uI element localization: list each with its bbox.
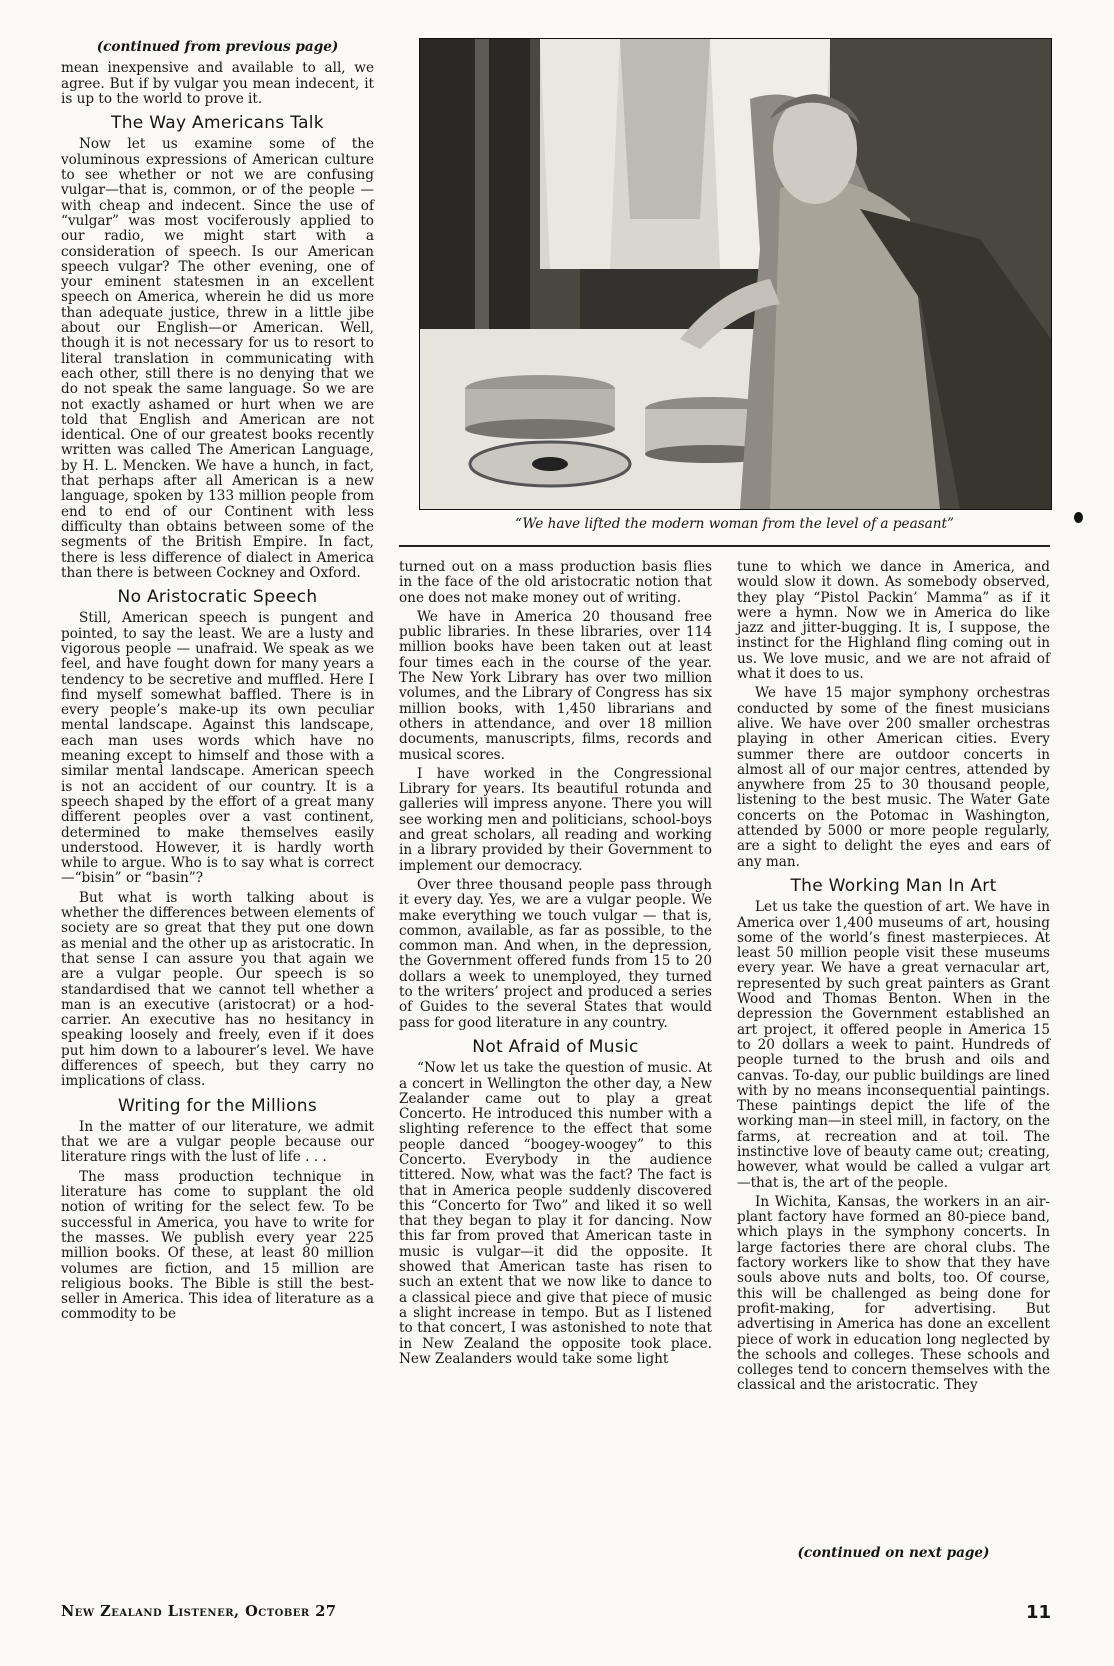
continued-on-note: (continued on next page) [797,1545,990,1561]
page-footer [61,1603,1051,1627]
subheading-no-aristocratic-speech: No Aristocratic Speech [117,587,318,608]
photo-illustration [420,39,1051,509]
publication-line: New Zealand Listener, October 27 [61,1603,337,1620]
paragraph: Over three thousand people pass through it every day. Yes, we are a vulgar people. We make everything we touch vulgar — that is, common, available, as far as possible, to the common man. And when, in the depression, the Government offered funds from 15 to 20 dollars a week to unemployed, they turned to the writers’ project and produced a series of Guides to the several States that would pass for good literature in any country. [399,876,712,1031]
paragraph: Let us take the question of art. We have in America over 1,400 museums of art, housing some of the world’s finest masterpieces. At least 50 million people visit these museums every year. We have a great vernacular art, represented by such great painters as Grant Wood and Thomas Benton. When in the depression the Government established an art project, it offered people in America 15 to 20 dollars a week to paint. Hundreds of people turned to the brush and oils and canvas. To-day, our public buildings are lined with by no means inconsequential paintings. These paintings depict the life of the working man—in steel mill, in factory, on the farms, at recreation and at toil. The instinctive love of beauty came out; creating, however, what would be called a vulgar art —that is, the art of the people. [737,899,1050,1191]
paragraph: turned out on a mass production basis flies in the face of the old aristocratic notion that one does not make money out of writing. [399,559,712,606]
paragraph: The mass production technique in literature has come to supplant the old notion of writing for the select few. To be successful in America, you have to write for the masses. We publish every year 225 million books. Of these, at least 80 million volumes are fiction, and 15 million are religious books. The Bible is still the best-seller in America. This idea of literature as a commodity to be [61,1168,374,1323]
paragraph: Now let us examine some of the voluminous expressions of American culture to see whether or not we are confusing vulgar—that is, common, or of the people — with cheap and indecent. Since the use of “vulgar” was most vociferously applied to our radio, we might start with a consideration of speech. Is our American speech vulgar? The other evening, one of your eminent statesmen in an excellent speech on America, wherein he did us more than adequate justice, threw in a little jibe about our English—or American. Well, though it is not necessary for us to resort to literal translation in communicating with each other, still there is no denying that we do not speak the same language. So we are not exactly ashamed or hurt when we are told that English and American are not identical. One of our greatest books recently written was called The American Language, by H. L. Mencken. We have a hunch, in fact, that perhaps after all American is a new language, spoken by 133 million people from end to end of our Continent with less difficulty than obtains between some of the segments of the British Empire. In fact, there is less difference of dialect in America than there is between Cockney and Oxford. [61,136,374,581]
subheading-writing-for-millions: Writing for the Millions [118,1095,317,1116]
photo-woman-cooking [419,38,1052,510]
continued-from-note: (continued from previous page) [96,39,339,55]
paragraph: I have worked in the Congressional Library for years. Its beautiful rotunda and galleries will impress anyone. There you will see working men and politicians, school-boys and great scholars, all reading and working in a library provided by their Government to implement our democracy. [399,765,712,874]
divider-rule [399,545,1050,547]
paragraph: We have in America 20 thousand free public libraries. In these libraries, over 114 million books have been taken out at least four times each in the course of the year. The New York Library has over two million volumes, and the Library of Congress has six million books, with 1,450 librarians and others in attendance, and over 18 million documents, manuscripts, films, records and musical scores. [399,608,712,763]
page-number: 11 [1025,1602,1051,1623]
paragraph: Still, American speech is pungent and pointed, to say the least. We are a lusty and vigorous people — unafraid. We speak as we feel, and have fought down for many years a tendency to be secretive and muffled. Here I find myself somewhat baffled. There is in every people’s make-up its own peculiar mental landscape. Against this landscape, each man uses words which have no meaning except to himself and those with a similar mental landscape. American speech is not an accident of our country. It is a speech shaped by the effort of a great many different peoples over a vast continent, determined to make themselves easily understood. However, it is hardly worth while to argue. Who is to say what is correct—“bisin” or “basin”? [61,610,374,887]
photo-caption: “We have lifted the modern woman from the level of a peasant” [515,516,954,532]
paragraph: We have 15 major symphony orchestras conducted by some of the finest musicians alive. We have over 200 smaller orchestras playing in other American cities. Every summer there are outdoor concerts in almost all of our major centres, attended by anywhere from 25 to 30 thousand people, listening to the best music. The Water Gate concerts on the Potomac in Washington, attended by 5000 or more people regularly, are a sight to delight the eyes and ears of any man. [737,685,1050,870]
subheading-working-man-in-art: The Working Man In Art [790,875,997,896]
article-column-1 [61,40,374,1327]
paragraph: “Now let us take the question of music. At a concert in Wellington the other day, a New Zealander came out to play a great Concerto. He introduced this number with a slighting reference to the effect that some people danced “boogey-woogey” to this Concerto. Everybody in the audience tittered. Now, what was the fact? The fact is that in America people suddenly discovered this “Concerto for Two” and liked it so well that they began to play it for dancing. Now this far from proved that American taste in music is vulgar—it did the opposite. It showed that American taste has risen to such an extent that we now like to dance to a classical piece and give that piece of music a slight increase in tempo. But as I listened to that concert, I was astonished to note that in New Zealand the opposite took place. New Zealanders would take some light [399,1060,712,1367]
paragraph: In the matter of our literature, we admit that we are a vulgar people because our literature rings with the lust of life . . . [61,1118,374,1166]
ink-blot [1074,512,1083,523]
subheading-not-afraid-of-music: Not Afraid of Music [472,1036,639,1057]
paragraph: In Wichita, Kansas, the workers in an air-plant factory have formed an 80-piece band, which plays in the symphony concerts. In large factories there are choral clubs. The factory workers like to show that they have souls above nuts and bolts, too. Of course, this will be challenged as being done for profit-making, for advertising. But advertising in America has done an excellent piece of work in education long neglected by the schools and colleges. These schools and colleges tend to concern themselves with the classical and the aristocratic. They [737,1193,1050,1394]
paragraph: tune to which we dance in America, and would slow it down. As somebody observed, they play “Pistol Packin’ Mamma” as if it were a hymn. Now we in America do like jazz and jitter-bugging. It is, I suppose, the instinct for the Highland fling coming out in us. We love music, and we are not afraid of what it does to us. [737,559,1050,683]
paragraph: mean inexpensive and available to all, we agree. But if by vulgar you mean indecent, it is up to the world to prove it. [61,60,374,107]
article-column-3 [737,560,1050,1398]
subheading-way-americans-talk: The Way Americans Talk [111,113,324,134]
article-column-2 [399,560,712,1371]
paragraph: But what is worth talking about is whether the differences between elements of society are so great that they put one down as menial and the other up as aristocratic. In that sense I can assure you that again we are a vulgar people. Our speech is so standardised that we cannot tell whether a man is an executive (aristocrat) or a hod-carrier. An executive has no hesitancy in speaking loosely and freely, even if it does put him down to a labourer’s level. We have differences of speech, but they carry no implications of class. [61,889,374,1090]
